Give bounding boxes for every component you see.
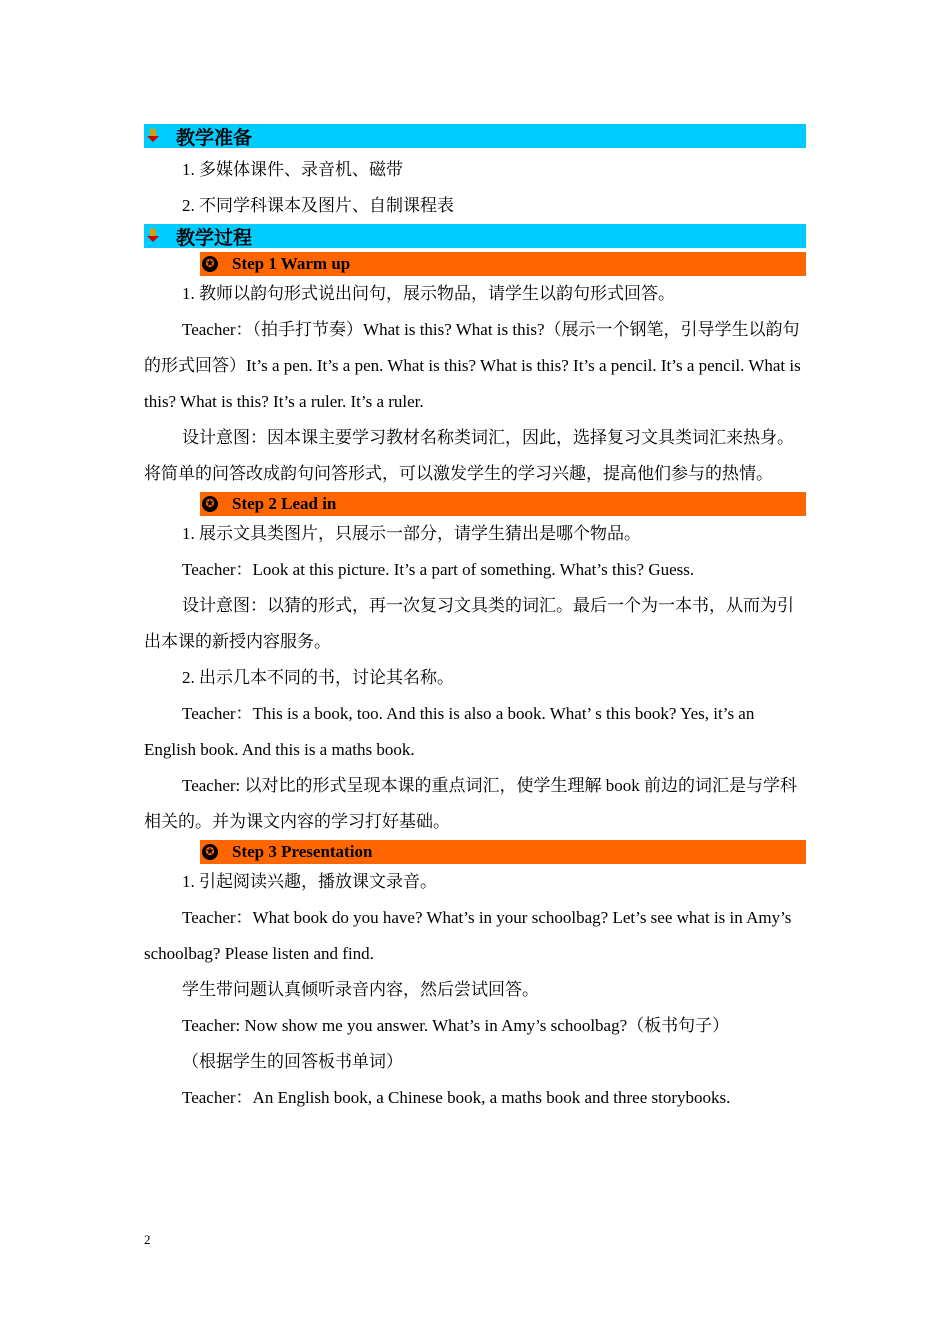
paragraph: Teacher：Look at this picture. It’s a part of something. What’s this? Guess.	[182, 560, 695, 579]
section-header-process	[144, 224, 806, 248]
star-icon: ✪	[202, 256, 218, 272]
section-header-prep	[144, 124, 806, 148]
paragraph: Teacher：（拍手打节奏）What is this? What is this?（展示一个钢笔，引导学生以韵句的形式回答）It’s a pen. It’s a pen. What is this? What is this? It’s a pencil. It’s a pencil. What is this? What is this? It’s a ruler. It’s a ruler.	[144, 320, 801, 411]
paragraph: 1. 引起阅读兴趣，播放课文录音。	[182, 872, 437, 891]
step-title: Step 2 Lead in	[232, 494, 337, 513]
star-icon: ✪	[202, 844, 218, 860]
paragraph: Teacher: Now show me you answer. What’s in Amy’s schoolbag?（板书句子）	[182, 1016, 730, 1035]
paragraph: 1. 教师以韵句形式说出问句，展示物品，请学生以韵句形式回答。	[182, 284, 675, 303]
paragraph: Teacher: 以对比的形式呈现本课的重点词汇，使学生理解 book 前边的词汇是与学科相关的。并为课文内容的学习打好基础。	[144, 776, 798, 831]
document-page	[144, 124, 806, 1116]
step-header-3	[200, 840, 806, 864]
paragraph: 2. 不同学科课本及图片、自制课程表	[182, 196, 454, 215]
arrow-down-icon	[146, 229, 160, 243]
step-title: Step 3 Presentation	[232, 842, 373, 861]
paragraph: （根据学生的回答板书单词）	[182, 1052, 403, 1071]
step-header-1	[200, 252, 806, 276]
paragraph: Teacher：An English book, a Chinese book, a maths book and three storybooks.	[182, 1088, 731, 1107]
step-title: Step 1 Warm up	[232, 254, 351, 273]
paragraph: 1. 展示文具类图片，只展示一部分，请学生猜出是哪个物品。	[182, 524, 641, 543]
paragraph: 设计意图：因本课主要学习教材名称类词汇，因此，选择复习文具类词汇来热身。将简单的问答改成韵句问答形式，可以激发学生的学习兴趣，提高他们参与的热情。	[144, 428, 794, 483]
paragraph: 设计意图：以猜的形式，再一次复习文具类的词汇。最后一个为一本书，从而为引出本课的新授内容服务。	[144, 596, 794, 651]
paragraph: 2. 出示几本不同的书，讨论其名称。	[182, 668, 454, 687]
arrow-down-icon	[146, 129, 160, 143]
paragraph: Teacher：This is a book, too. And this is also a book. What’ s this book? Yes, it’s an English book. And this is a maths book.	[144, 704, 755, 759]
paragraph: 学生带问题认真倾听录音内容，然后尝试回答。	[182, 980, 539, 999]
section-title: 教学准备	[176, 126, 253, 149]
section-title: 教学过程	[176, 226, 253, 249]
page-number: 2	[144, 1232, 151, 1247]
star-icon: ✪	[202, 496, 218, 512]
step-header-2	[200, 492, 806, 516]
paragraph: 1. 多媒体课件、录音机、磁带	[182, 160, 403, 179]
paragraph: Teacher：What book do you have? What’s in your schoolbag? Let’s see what is in Amy’s schoolbag? Please listen and find.	[144, 908, 792, 963]
